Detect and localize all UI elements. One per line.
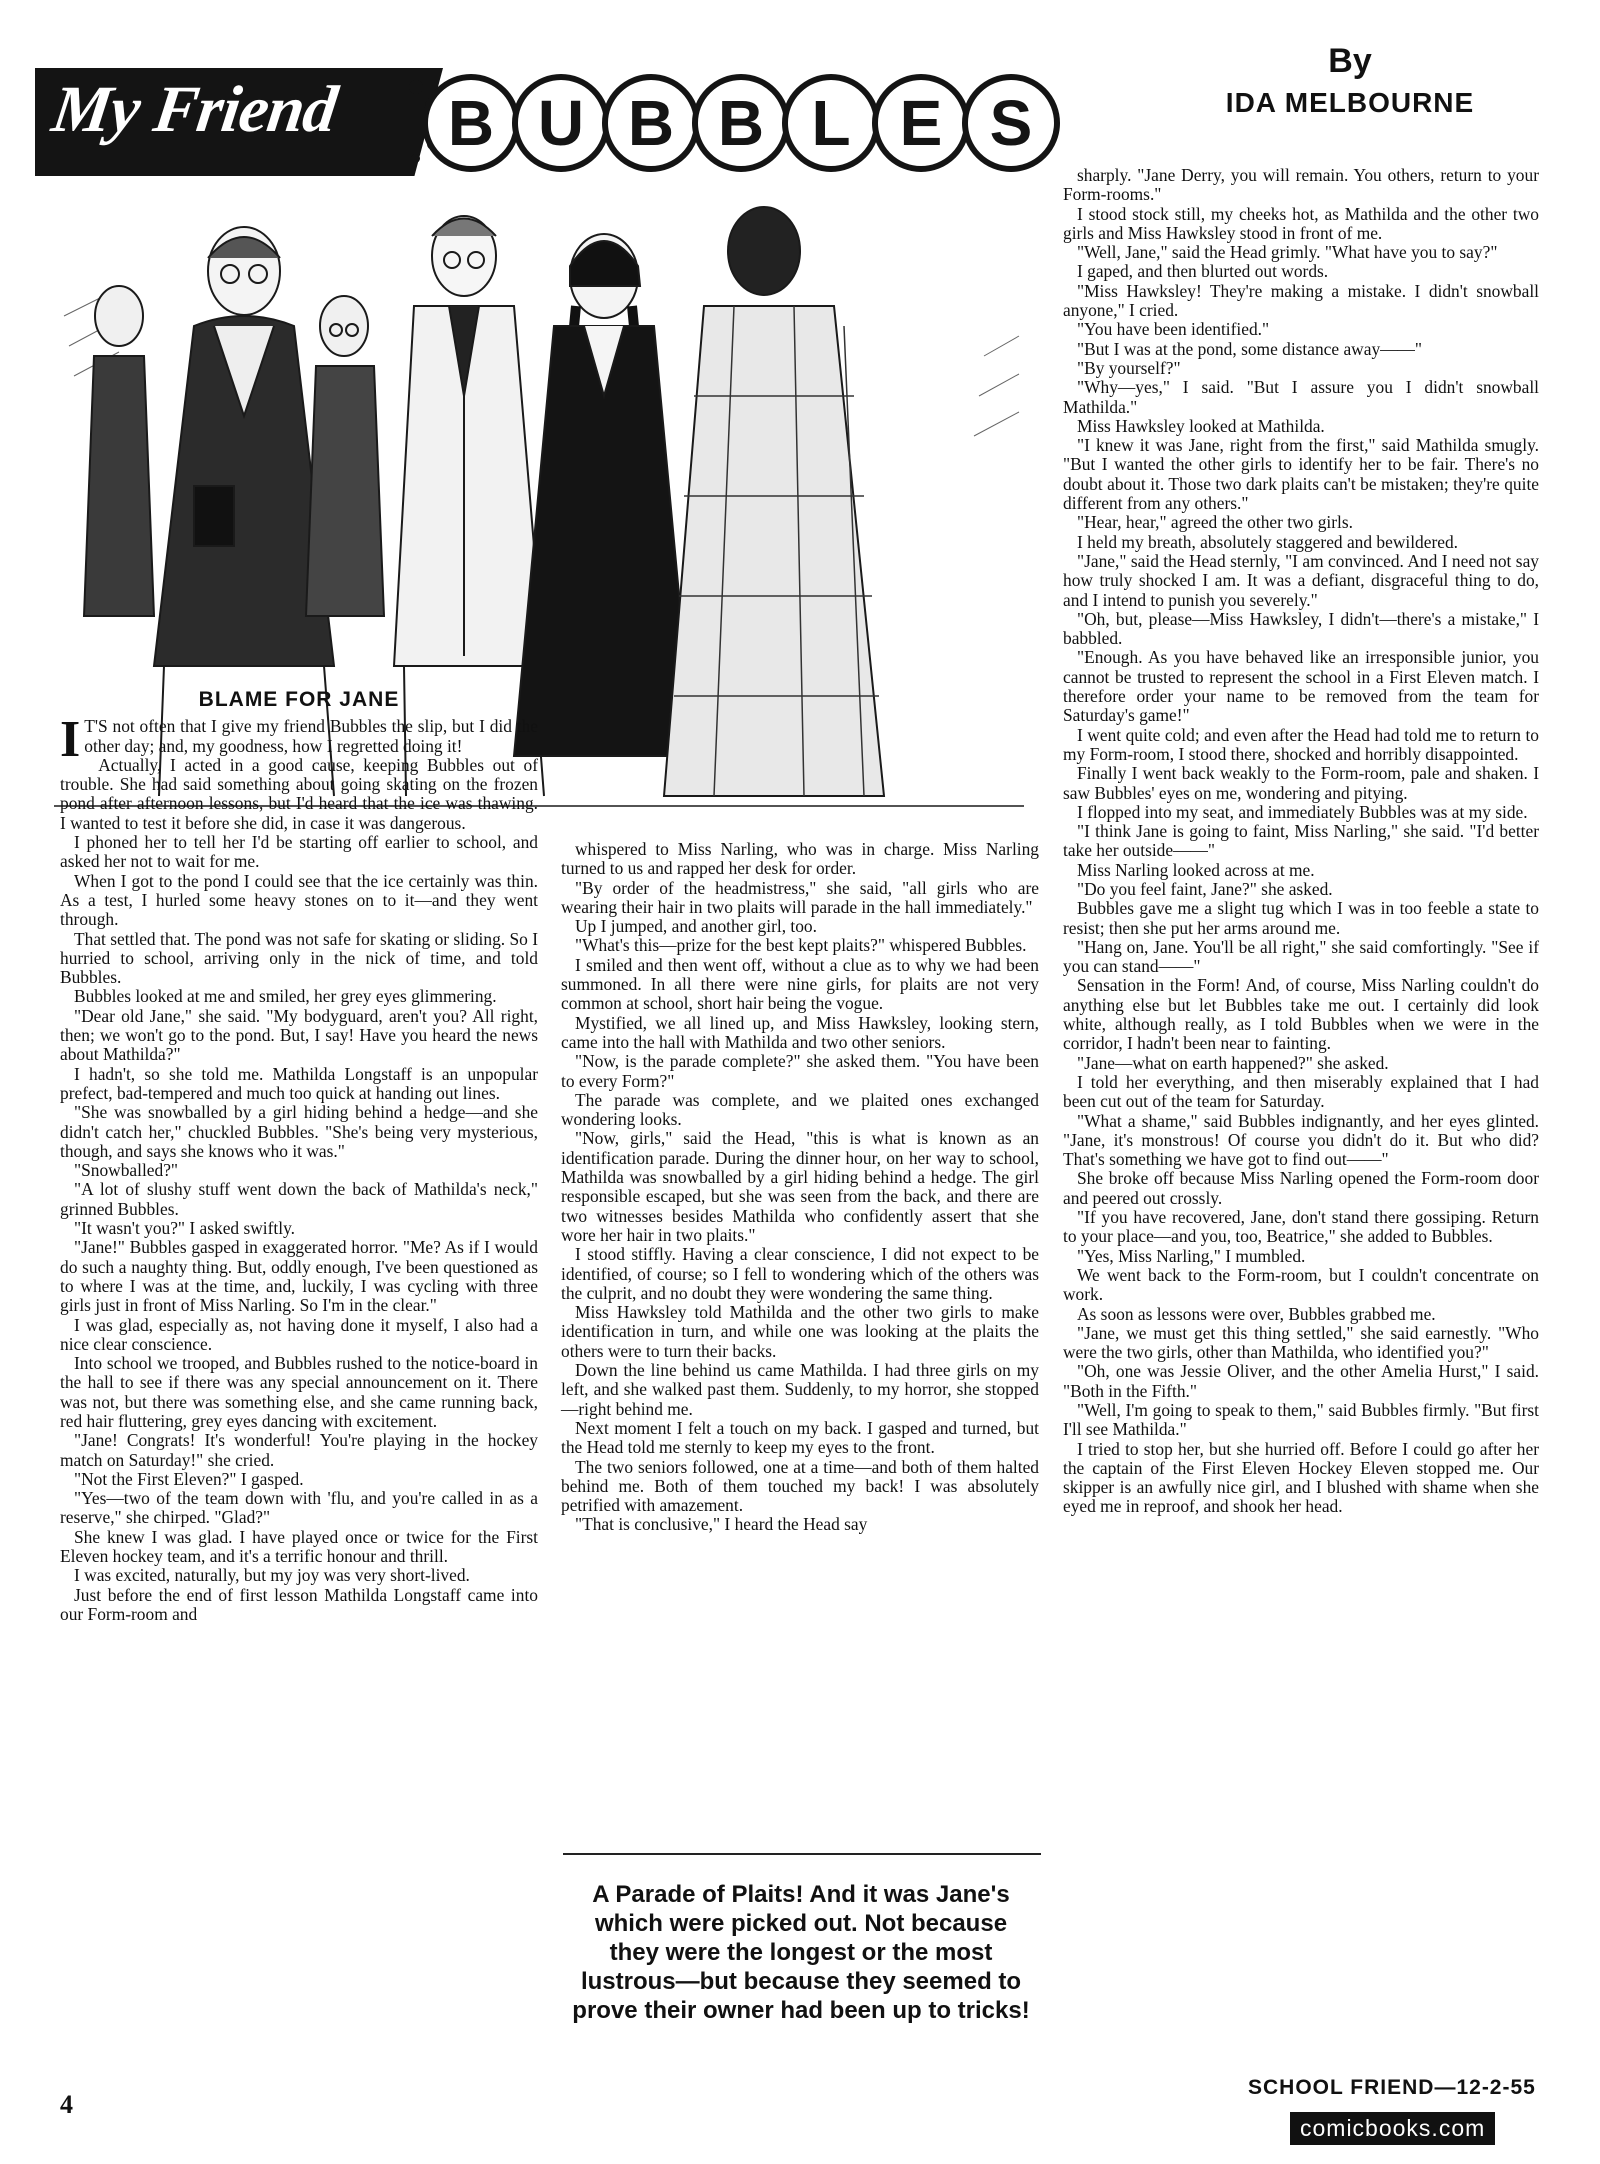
drop-cap: I <box>60 711 81 769</box>
story-paragraph: Miss Hawksley told Mathilda and the other two girls to make identification in turn, and while one was looking at the plaits the others were to turn their backs. <box>561 1302 1039 1361</box>
story-paragraph: Bubbles gave me a slight tug which I was in too feeble a state to resist; then she put her arms around me. <box>1063 898 1539 938</box>
story-paragraph: I stood stiffly. Having a clear conscience, I did not expect to be identified, of course; so I fell to wondering which of the others was the culprit, and no doubt they were wondering the same thing. <box>561 1244 1039 1303</box>
story-paragraph: She knew I was glad. I have played once or twice for the First Eleven hockey team, and it's a terrific honour and thrill. <box>60 1526 538 1567</box>
story-paragraph: The parade was complete, and we plaited ones exchanged wondering looks. <box>561 1089 1039 1130</box>
author-name: IDA MELBOURNE <box>1225 87 1475 118</box>
site-watermark: comicbooks.com <box>1290 2112 1495 2145</box>
story-paragraph: "Snowballed?" <box>74 1160 179 1181</box>
story-paragraph: "Jane," said the Head sternly, "I am convinced. And I need not say how truly shocked I am. It was a defiant, disgraceful thing to do, and I intend to punish you severely." <box>1063 550 1539 610</box>
story-paragraph: I flopped into my seat, and immediately Bubbles was at my side. <box>1077 801 1528 822</box>
story-paragraph: Mystified, we all lined up, and Miss Hawksley, looking stern, came into the hall with Mathilda and two other seniors. <box>561 1012 1039 1052</box>
col3-paragraphs <box>1063 166 1539 1517</box>
title-bubble-letter: B <box>692 74 790 172</box>
col1-paragraphs <box>60 711 538 1624</box>
story-paragraph: "Now, is the parade complete?" she asked them. "You have been to every Form?" <box>561 1051 1039 1091</box>
story-paragraph: Sensation in the Form! And, of course, Miss Narling couldn't do anything else but let Bubbles take me out. I certainly did look white, although really, as I told Bubbles when we were in the corridor, I hadn't been near to fainting. <box>1063 975 1539 1054</box>
story-blurb: A Parade of Plaits! And it was Jane's which were picked out. Not because they were the longest or the most lustrous—but because they seemed to prove their owner had been up to tricks! <box>572 1881 1030 2024</box>
story-paragraph: "By yourself?" <box>1077 357 1181 378</box>
col2-paragraphs <box>561 840 1039 1535</box>
masthead <box>35 58 1033 186</box>
story-paragraph: When I got to the pond I could see that the ice certainly was thin. As a test, I hurled some heavy stones on to it—and they went through. <box>60 870 538 930</box>
story-paragraph: Next moment I felt a touch on my back. I gasped and turned, but the Head told me sternly to keep my eyes to the front. <box>561 1417 1039 1458</box>
story-paragraph: "Well, Jane," said the Head grimly. "What have you to say?" <box>1077 242 1498 263</box>
story-column-2 <box>561 840 1039 1535</box>
story-paragraph: "Yes—two of the team down with 'flu, and you're called in as a reserve," she chirped. "Glad?" <box>60 1488 538 1528</box>
title-bubble-letter: B <box>422 74 520 172</box>
story-paragraph: "That is conclusive," I heard the Head say <box>575 1514 868 1535</box>
story-paragraph: I hadn't, so she told me. Mathilda Longstaff is an unpopular prefect, bad-tempered and much too quick at handing out lines. <box>60 1063 538 1103</box>
story-paragraph: whispered to Miss Narling, who was in charge. Miss Narling turned to us and rapped her desk for order. <box>561 839 1039 879</box>
page-number: 4 <box>60 2090 73 2119</box>
story-paragraph: I stood stock still, my cheeks hot, as Mathilda and the other two girls and Miss Hawksley stood in front of me. <box>1063 203 1539 243</box>
story-paragraph: sharply. "Jane Derry, you will remain. You others, return to your Form-rooms." <box>1063 165 1539 205</box>
story-paragraph: "She was snowballed by a girl hiding behind a hedge—and she didn't catch her," chuckled Bubbles. "She's being very mysterious, though, and says she knows who it was." <box>60 1102 538 1161</box>
story-paragraph: She broke off because Miss Narling opened the Form-room door and peered out crossly. <box>1063 1168 1539 1208</box>
story-paragraph: Up I jumped, and another girl, too. <box>575 916 817 937</box>
story-paragraph: "Not the First Eleven?" I gasped. <box>74 1468 304 1489</box>
title-bubble-letter: E <box>872 74 970 172</box>
story-paragraph: Bubbles looked at me and smiled, her grey eyes glimmering. <box>74 986 497 1007</box>
story-paragraph: Just before the end of first lesson Mathilda Longstaff came into our Form-room and <box>60 1584 538 1624</box>
story-paragraph: "Enough. As you have behaved like an irresponsible junior, you cannot be trusted to represent the school in a First Eleven match. I therefore order your name to be removed from the team for Saturday's game!" <box>1063 647 1539 726</box>
story-paragraph: "Jane—what on earth happened?" she asked. <box>1077 1052 1389 1073</box>
story-paragraph: "Jane!" Bubbles gasped in exaggerated horror. "Me? As if I would do such a naughty thing. But, oddly enough, I've been questioned as to where I was at the time, and, luckily, I was cycling with three girls just in front of Miss Narling. So I'm in the clear." <box>60 1237 538 1316</box>
story-paragraph: "Yes, Miss Narling," I mumbled. <box>1077 1245 1306 1266</box>
story-paragraph: I went quite cold; and even after the Head had told me to return to my Form-room, I stood there, shocked and horribly disappointed. <box>1063 724 1539 764</box>
story-paragraph: "Oh, but, please—Miss Hawksley, I didn't—there's a mistake," I babbled. <box>1063 608 1539 649</box>
story-paragraph: "Now, girls," said the Head, "this is what is known as an identification parade. During the dinner hour, on her way to school, Mathilda was snowballed by a girl hiding behind a hedge. The girl responsible escaped, but she was seen from the back, and there are two witnesses besides Mathilda who confidently assert that she wore her hair in two plaits." <box>561 1128 1039 1245</box>
story-paragraph: Actually, I acted in a good cause, keeping Bubbles out of trouble. She had said something about going skating on the frozen pond after afternoon lessons, but I'd heard that the ice was thawing. I wanted to test it before she did, in case it was dangerous. <box>60 754 538 833</box>
story-paragraph: That settled that. The pond was not safe for skating or sliding. So I hurried to school, arriving only in the nick of time, and told Bubbles. <box>60 928 538 988</box>
story-paragraph: I told her everything, and then miserably explained that I had been cut out of the team for Saturday. <box>1063 1071 1539 1112</box>
story-paragraph: Miss Narling looked across at me. <box>1077 859 1315 880</box>
story-paragraph: "You have been identified." <box>1077 319 1270 340</box>
story-paragraph: I smiled and then went off, without a clue as to why we had been summoned. In all there were nine girls, for plaits are not very common at school, short hair being the vogue. <box>561 954 1039 1014</box>
story-paragraph: "But I was at the pond, some distance away——" <box>1077 338 1423 359</box>
story-paragraph: "Well, I'm going to speak to them," said Bubbles firmly. "But first I'll see Mathilda." <box>1063 1400 1539 1440</box>
story-paragraph: "I knew it was Jane, right from the first," said Mathilda smugly. "But I wanted the other girls to identify her to be fair. There's no doubt about it. Those two dark plaits can't be mistaken; they're quite different from any others." <box>1063 435 1539 514</box>
issue-footer: SCHOOL FRIEND—12-2-55 <box>1248 2076 1536 2099</box>
story-paragraph: As soon as lessons were over, Bubbles grabbed me. <box>1077 1303 1436 1324</box>
blurb-divider <box>563 1853 1041 1855</box>
story-paragraph: I was excited, naturally, but my joy was very short-lived. <box>74 1565 470 1586</box>
story-paragraph: "A lot of slushy stuff went down the back of Mathilda's neck," grinned Bubbles. <box>60 1179 538 1219</box>
story-paragraph: "I think Jane is going to faint, Miss Narling," she said. "I'd better take her outside——" <box>1063 821 1539 861</box>
story-paragraph: Into school we trooped, and Bubbles rushed to the notice-board in the hall to see if there was any special announcement on it. There was not, but there was something else, and she came running back, red hair fluttering, grey eyes dancing with excitement. <box>60 1353 538 1431</box>
story-paragraph: The two seniors followed, one at a time—and both of them halted behind me. Both of them touched my back! I was absolutely petrified with amazement. <box>561 1456 1039 1516</box>
story-paragraph: "Dear old Jane," she said. "My bodyguard, aren't you? All right, then; we won't go to the pond. But, I say! Have you heard the news about Mathilda?" <box>60 1005 538 1065</box>
title-script: My Friend <box>47 73 341 146</box>
story-paragraph: "Jane, we must get this thing settled," she said earnestly. "Who were the two girls, other than Mathilda, who identified you?" <box>1063 1322 1539 1363</box>
story-paragraph: "Oh, one was Jessie Oliver, and the other Amelia Hurst," I said. "Both in the Fifth." <box>1063 1361 1539 1401</box>
story-paragraph: "Do you feel faint, Jane?" she asked. <box>1077 878 1333 899</box>
story-paragraph: We went back to the Form-room, but I couldn't concentrate on work. <box>1063 1264 1539 1305</box>
byline <box>1180 42 1520 119</box>
story-paragraph: "Why—yes," I said. "But I assure you I didn't snowball Mathilda." <box>1063 377 1539 417</box>
story-paragraph: I was glad, especially as, not having done it myself, I also had a nice clear conscience. <box>60 1314 538 1354</box>
story-paragraph: "If you have recovered, Jane, don't stand there gossiping. Return to your place—and you, too, Beatrice," she added to Bubbles. <box>1063 1207 1539 1247</box>
story-paragraph: "Jane! Congrats! It's wonderful! You're playing in the hockey match on Saturday!" she cried. <box>60 1430 538 1470</box>
story-paragraph: I tried to stop her, but she hurried off. Before I could go after her the captain of the First Eleven Hockey Eleven stopped me. Our skipper is an awfully nice girl, and I blushed with shame when she eyed me in reproof, and shook her head. <box>1063 1438 1539 1517</box>
story-paragraph: "Miss Hawksley! They're making a mistake. I didn't snowball anyone," I cried. <box>1063 280 1539 321</box>
title-bubble-letters <box>430 64 1060 182</box>
story-heading: BLAME FOR JANE <box>198 688 400 711</box>
story-paragraph: "It wasn't you?" I asked swiftly. <box>74 1218 295 1239</box>
byline-by: By <box>1328 42 1372 80</box>
story-paragraph: Down the line behind us came Mathilda. I had three girls on my left, and she walked past them. Suddenly, to my horror, she stopped—right behind me. <box>561 1360 1039 1419</box>
story-paragraph: "What a shame," said Bubbles indignantly, and her eyes glinted. "Jane, it's monstrous! Of course you didn't do it. But who did? That's something we have got to find out——" <box>1063 1110 1539 1170</box>
story-paragraph: I gaped, and then blurted out words. <box>1077 261 1329 282</box>
story-paragraph: "By order of the headmistress," she said, "all girls who are wearing their hair in two plaits will parade in the hall immediately." <box>561 877 1039 917</box>
title-bubble-letter: U <box>512 74 610 172</box>
story-paragraph: "Hang on, Jane. You'll be all right," she said comfortingly. "See if you can stand——" <box>1063 936 1539 977</box>
story-paragraph: "What's this—prize for the best kept plaits?" whispered Bubbles. <box>575 935 1027 956</box>
title-bubble-letter: B <box>602 74 700 172</box>
story-column-3 <box>1063 166 1539 1517</box>
story-column-1 <box>60 690 538 1624</box>
story-paragraph: Finally I went back weakly to the Form-room, pale and shaken. I saw Bubbles' eyes on me, wondering and pitying. <box>1063 763 1539 803</box>
title-bubble-letter: S <box>962 74 1060 172</box>
story-paragraph: I T'S not often that I give my friend Bubbles the slip, but I did the other day; and, my goodness, how I regretted doing it! <box>60 711 538 769</box>
story-paragraph: "Hear, hear," agreed the other two girls. <box>1077 512 1353 533</box>
story-paragraph: I held my breath, absolutely staggered and bewildered. <box>1077 531 1459 552</box>
story-paragraph: Miss Hawksley looked at Mathilda. <box>1077 415 1325 436</box>
story-paragraph: I phoned her to tell her I'd be starting off earlier to school, and asked her not to wait for me. <box>60 832 538 872</box>
title-bubble-letter: L <box>782 74 880 172</box>
